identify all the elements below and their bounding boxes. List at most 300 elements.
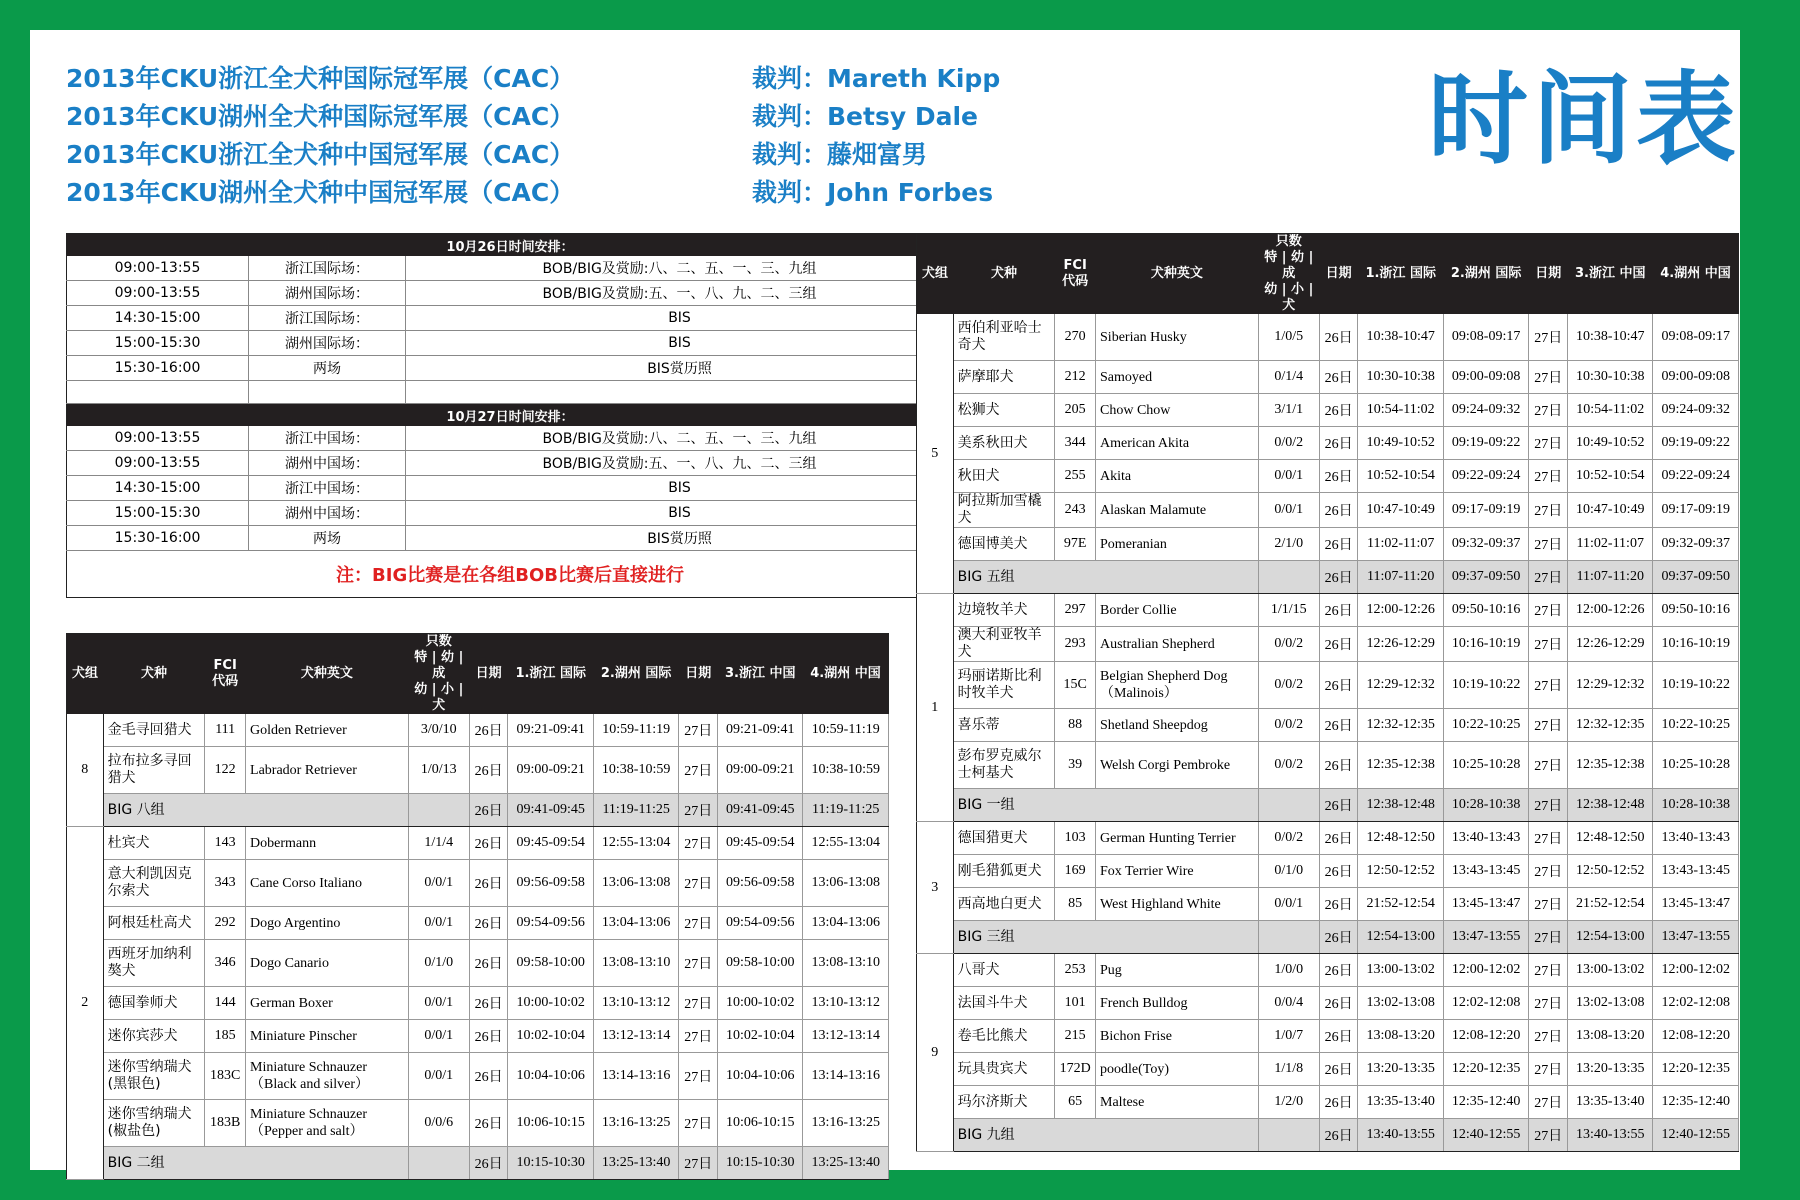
col-group: 犬组: [67, 634, 104, 715]
empty-cell: [67, 381, 249, 404]
date-27: 27日: [679, 1020, 718, 1053]
time-zhejiang-cn: 12:35-12:38: [1568, 742, 1653, 789]
date-27: 27日: [1529, 394, 1568, 427]
col-english: 犬种英文: [1096, 234, 1259, 315]
date-26: 26日: [1319, 987, 1358, 1020]
breed-en: Border Collie: [1096, 594, 1259, 627]
group-number: 5: [917, 314, 954, 594]
date-26: 26日: [1319, 789, 1358, 822]
schedule-time: 14:30-15:00: [67, 306, 249, 331]
time-huzhou-intl: 13:14-13:16: [593, 1053, 678, 1100]
group-number: 8: [67, 714, 104, 827]
date-26: 26日: [1319, 361, 1358, 394]
entry-count: 0/0/6: [408, 1100, 469, 1147]
time-zhejiang-cn: 11:07-11:20: [1568, 561, 1653, 594]
breed-cn: 边境牧羊犬: [953, 594, 1055, 627]
breed-en: poodle(Toy): [1096, 1053, 1259, 1086]
breed-en: Labrador Retriever: [246, 747, 409, 794]
time-huzhou-cn: 10:25-10:28: [1653, 742, 1739, 789]
date-26: 26日: [1319, 921, 1358, 954]
time-zhejiang-cn: 10:47-10:49: [1568, 493, 1653, 528]
entry-count: 1/1/8: [1258, 1053, 1319, 1086]
fci-code: 293: [1055, 627, 1096, 662]
breed-cn: 松狮犬: [953, 394, 1055, 427]
breed-cn: 秋田犬: [953, 460, 1055, 493]
time-zhejiang-intl: 10:38-10:47: [1358, 314, 1443, 361]
time-huzhou-cn: 09:32-09:37: [1653, 528, 1739, 561]
col-fci-line2: 代码: [212, 674, 239, 689]
schedule-event: BIS: [406, 501, 954, 526]
date-27: 27日: [679, 747, 718, 794]
entry-count: 0/1/0: [1258, 855, 1319, 888]
time-huzhou-cn: 12:55-13:04: [803, 827, 889, 860]
table-row: [917, 314, 1739, 361]
date-27: 27日: [1529, 662, 1568, 709]
col-fci: [205, 634, 246, 715]
entry-count: 0/0/2: [1258, 427, 1319, 460]
schedule-row: [67, 281, 954, 306]
schedule-time: 09:00-13:55: [67, 256, 249, 281]
time-huzhou-cn: 12:35-12:40: [1653, 1086, 1739, 1119]
entry-count: 1/0/7: [1258, 1020, 1319, 1053]
fci-code: 205: [1055, 394, 1096, 427]
col-breed: 犬种: [953, 234, 1055, 315]
time-huzhou-intl: 13:06-13:08: [593, 860, 678, 907]
time-zhejiang-intl: 13:35-13:40: [1358, 1086, 1443, 1119]
time-huzhou-intl: 13:25-13:40: [593, 1147, 678, 1180]
date-27: 27日: [1529, 987, 1568, 1020]
time-zhejiang-cn: 10:30-10:38: [1568, 361, 1653, 394]
date-26: 26日: [469, 940, 508, 987]
date-27: 27日: [679, 827, 718, 860]
time-zhejiang-intl: 12:50-12:52: [1358, 855, 1443, 888]
time-zhejiang-cn: 09:21-09:41: [718, 714, 803, 747]
breed-en: Pug: [1096, 954, 1259, 987]
date-26: 26日: [1319, 855, 1358, 888]
daily-schedule-table: [66, 233, 954, 598]
big-label: BIG 一组: [953, 789, 1258, 822]
time-zhejiang-intl: 10:15-10:30: [508, 1147, 593, 1180]
date-27: 27日: [1529, 594, 1568, 627]
time-huzhou-intl: 12:02-12:08: [1443, 987, 1528, 1020]
time-huzhou-cn: 13:12-13:14: [803, 1020, 889, 1053]
fci-code: 253: [1055, 954, 1096, 987]
fci-code: 343: [205, 860, 246, 907]
entry-count: 3/1/1: [1258, 394, 1319, 427]
time-zhejiang-intl: 13:00-13:02: [1358, 954, 1443, 987]
time-huzhou-cn: 09:24-09:32: [1653, 394, 1739, 427]
date-26: 26日: [1319, 493, 1358, 528]
entry-count: 0/0/2: [1258, 627, 1319, 662]
time-zhejiang-intl: 10:00-10:02: [508, 987, 593, 1020]
date-27: 27日: [1529, 855, 1568, 888]
table-row: [67, 1100, 889, 1147]
entry-count: 0/0/1: [1258, 493, 1319, 528]
fci-code: 111: [205, 714, 246, 747]
breed-cn: 迷你雪纳瑞犬(椒盐色): [103, 1100, 205, 1147]
empty-cell: [1258, 921, 1319, 954]
col-count: [408, 634, 469, 715]
schedule-event: BOB/BIG及赏励:八、二、五、一、三、九组: [406, 256, 954, 281]
schedule-row: [67, 501, 954, 526]
fci-code: 172D: [1055, 1053, 1096, 1086]
schedule-time: 09:00-13:55: [67, 281, 249, 306]
time-huzhou-cn: 13:25-13:40: [803, 1147, 889, 1180]
schedule-time: 09:00-13:55: [67, 451, 249, 476]
col-english: 犬种英文: [246, 634, 409, 715]
date-27: 27日: [679, 1053, 718, 1100]
entry-count: 0/0/4: [1258, 987, 1319, 1020]
date-26: 26日: [469, 1100, 508, 1147]
breed-en: Welsh Corgi Pembroke: [1096, 742, 1259, 789]
time-zhejiang-cn: 13:35-13:40: [1568, 1086, 1653, 1119]
entry-count: 0/0/2: [1258, 742, 1319, 789]
breed-en: Golden Retriever: [246, 714, 409, 747]
fci-code: 297: [1055, 594, 1096, 627]
empty-cell: [249, 381, 406, 404]
time-zhejiang-intl: 11:07-11:20: [1358, 561, 1443, 594]
table-row: [917, 855, 1739, 888]
table-header-row: [917, 234, 1739, 315]
breed-cn: 西班牙加纳利獒犬: [103, 940, 205, 987]
schedule-spacer: [67, 381, 954, 404]
date-26: 26日: [469, 907, 508, 940]
fci-code: 292: [205, 907, 246, 940]
col-count-line3: 幼 | 小 | 犬: [1264, 282, 1314, 313]
time-zhejiang-cn: 13:20-13:35: [1568, 1053, 1653, 1086]
time-huzhou-intl: 10:16-10:19: [1443, 627, 1528, 662]
table-row: [67, 714, 889, 747]
time-huzhou-cn: 13:45-13:47: [1653, 888, 1739, 921]
time-huzhou-intl: 13:43-13:45: [1443, 855, 1528, 888]
schedule-event: BOB/BIG及赏励:五、一、八、九、二、三组: [406, 281, 954, 306]
date-26: 26日: [1319, 742, 1358, 789]
date-26: 26日: [469, 1147, 508, 1180]
time-huzhou-cn: 13:47-13:55: [1653, 921, 1739, 954]
time-zhejiang-cn: 09:45-09:54: [718, 827, 803, 860]
empty-cell: [408, 794, 469, 827]
breed-cn: 德国博美犬: [953, 528, 1055, 561]
time-zhejiang-cn: 21:52-12:54: [1568, 888, 1653, 921]
time-zhejiang-cn: 13:02-13:08: [1568, 987, 1653, 1020]
col-huzhou-cn: 4.湖州 中国: [803, 634, 889, 715]
breed-cn: 杜宾犬: [103, 827, 205, 860]
time-zhejiang-intl: 09:56-09:58: [508, 860, 593, 907]
entry-count: 0/0/1: [1258, 888, 1319, 921]
show-title-2: 2013年CKU湖州全犬种国际冠军展（CAC）: [66, 102, 575, 131]
date-26: 26日: [469, 860, 508, 907]
schedule-event: BIS: [406, 331, 954, 356]
time-huzhou-intl: 13:10-13:12: [593, 987, 678, 1020]
date-27: 27日: [679, 907, 718, 940]
date-26: 26日: [469, 1020, 508, 1053]
time-zhejiang-cn: 12:00-12:26: [1568, 594, 1653, 627]
time-huzhou-cn: 12:00-12:02: [1653, 954, 1739, 987]
breed-en: Alaskan Malamute: [1096, 493, 1259, 528]
breed-en: Akita: [1096, 460, 1259, 493]
time-huzhou-cn: 12:20-12:35: [1653, 1053, 1739, 1086]
breed-en: Fox Terrier Wire: [1096, 855, 1259, 888]
col-zhejiang-intl: 1.浙江 国际: [508, 634, 593, 715]
table-row: [67, 827, 889, 860]
time-huzhou-intl: 13:47-13:55: [1443, 921, 1528, 954]
time-huzhou-intl: 09:32-09:37: [1443, 528, 1528, 561]
empty-cell: [406, 381, 954, 404]
col-date2: 日期: [1529, 234, 1568, 315]
entry-count: 0/0/2: [1258, 822, 1319, 855]
table-row: [917, 528, 1739, 561]
time-huzhou-cn: 13:06-13:08: [803, 860, 889, 907]
schedule-venue: 湖州国际场：: [249, 331, 406, 356]
time-huzhou-intl: 13:08-13:10: [593, 940, 678, 987]
entry-count: 0/0/2: [1258, 662, 1319, 709]
time-zhejiang-cn: 12:38-12:48: [1568, 789, 1653, 822]
fci-code: 88: [1055, 709, 1096, 742]
time-zhejiang-cn: 12:50-12:52: [1568, 855, 1653, 888]
time-huzhou-intl: 10:25-10:28: [1443, 742, 1528, 789]
time-zhejiang-cn: 10:02-10:04: [718, 1020, 803, 1053]
date-27: 27日: [1529, 314, 1568, 361]
time-zhejiang-intl: 10:06-10:15: [508, 1100, 593, 1147]
date-26: 26日: [1319, 314, 1358, 361]
col-count-line1: 只数: [425, 634, 452, 649]
breed-cn: 迷你宾莎犬: [103, 1020, 205, 1053]
time-zhejiang-cn: 10:52-10:54: [1568, 460, 1653, 493]
time-zhejiang-cn: 13:00-13:02: [1568, 954, 1653, 987]
schedule-time: 09:00-13:55: [67, 426, 249, 451]
time-huzhou-intl: 12:40-12:55: [1443, 1119, 1528, 1152]
time-huzhou-intl: 09:22-09:24: [1443, 460, 1528, 493]
breed-en: Pomeranian: [1096, 528, 1259, 561]
date-26: 26日: [1319, 1119, 1358, 1152]
col-date2: 日期: [679, 634, 718, 715]
time-zhejiang-intl: 21:52-12:54: [1358, 888, 1443, 921]
time-zhejiang-intl: 11:02-11:07: [1358, 528, 1443, 561]
schedule-note: 注：BIG比赛是在各组BOB比赛后直接进行: [336, 565, 684, 586]
date-26: 26日: [1319, 1053, 1358, 1086]
breed-en: Miniature Schnauzer（Black and silver）: [246, 1053, 409, 1100]
date-27: 27日: [679, 1147, 718, 1180]
schedule-event: BIS赏历照: [406, 526, 954, 551]
big-row: [917, 789, 1739, 822]
date-26: 26日: [1319, 528, 1358, 561]
time-huzhou-cn: 13:16-13:25: [803, 1100, 889, 1147]
col-count-line2: 特 | 幼 | 成: [414, 650, 464, 681]
fci-code: 346: [205, 940, 246, 987]
time-zhejiang-intl: 12:35-12:38: [1358, 742, 1443, 789]
date-26: 26日: [1319, 460, 1358, 493]
col-fci-line1: FCI: [213, 658, 237, 673]
time-zhejiang-intl: 12:48-12:50: [1358, 822, 1443, 855]
breed-en: Dobermann: [246, 827, 409, 860]
breed-table-right: [916, 233, 1739, 1152]
schedule-venue: 浙江国际场：: [249, 256, 406, 281]
breed-en: Dogo Canario: [246, 940, 409, 987]
breed-cn: 玛丽诺斯比利时牧羊犬: [953, 662, 1055, 709]
big-row: [917, 561, 1739, 594]
time-zhejiang-cn: 13:40-13:55: [1568, 1119, 1653, 1152]
schedule-note-row: [67, 551, 954, 598]
time-zhejiang-intl: 10:54-11:02: [1358, 394, 1443, 427]
table-row: [917, 662, 1739, 709]
time-huzhou-cn: 13:10-13:12: [803, 987, 889, 1020]
schedule-venue: 浙江国际场：: [249, 306, 406, 331]
entry-count: 3/0/10: [408, 714, 469, 747]
breed-en: Bichon Frise: [1096, 1020, 1259, 1053]
big-label: BIG 三组: [953, 921, 1258, 954]
time-huzhou-intl: 09:50-10:16: [1443, 594, 1528, 627]
date-26: 26日: [469, 1053, 508, 1100]
time-zhejiang-intl: 10:49-10:52: [1358, 427, 1443, 460]
breed-cn: 迷你雪纳瑞犬(黑银色): [103, 1053, 205, 1100]
table-row: [917, 1053, 1739, 1086]
col-count-line2: 特 | 幼 | 成: [1264, 250, 1314, 281]
big-row: [917, 921, 1739, 954]
breed-cn: 玛尔济斯犬: [953, 1086, 1055, 1119]
date-27: 27日: [1529, 888, 1568, 921]
fci-code: 243: [1055, 493, 1096, 528]
breed-cn: 八哥犬: [953, 954, 1055, 987]
col-fci-line2: 代码: [1062, 274, 1089, 289]
date-26: 26日: [1319, 888, 1358, 921]
breed-cn: 萨摩耶犬: [953, 361, 1055, 394]
time-huzhou-intl: 09:17-09:19: [1443, 493, 1528, 528]
table-row: [917, 460, 1739, 493]
schedule-row: [67, 451, 954, 476]
time-huzhou-cn: 10:59-11:19: [803, 714, 889, 747]
big-label: BIG 五组: [953, 561, 1258, 594]
breed-en: Maltese: [1096, 1086, 1259, 1119]
page-title: 时间表: [1428, 61, 1740, 178]
time-huzhou-cn: 13:04-13:06: [803, 907, 889, 940]
time-huzhou-intl: 10:28-10:38: [1443, 789, 1528, 822]
table-row: [917, 627, 1739, 662]
time-zhejiang-cn: 12:29-12:32: [1568, 662, 1653, 709]
fci-code: 15C: [1055, 662, 1096, 709]
show-title-3: 2013年CKU浙江全犬种中国冠军展（CAC）: [66, 140, 575, 169]
schedule-time: 14:30-15:00: [67, 476, 249, 501]
time-huzhou-cn: 12:02-12:08: [1653, 987, 1739, 1020]
time-zhejiang-cn: 09:58-10:00: [718, 940, 803, 987]
date-27: 27日: [679, 794, 718, 827]
date-27: 27日: [1529, 1086, 1568, 1119]
fci-code: 169: [1055, 855, 1096, 888]
time-zhejiang-cn: 13:08-13:20: [1568, 1020, 1653, 1053]
time-zhejiang-cn: 12:54-13:00: [1568, 921, 1653, 954]
time-zhejiang-cn: 09:41-09:45: [718, 794, 803, 827]
date-26: 26日: [469, 987, 508, 1020]
time-zhejiang-cn: 10:38-10:47: [1568, 314, 1653, 361]
time-zhejiang-cn: 12:26-12:29: [1568, 627, 1653, 662]
table-row: [917, 594, 1739, 627]
breed-cn: 喜乐蒂: [953, 709, 1055, 742]
time-huzhou-intl: 13:45-13:47: [1443, 888, 1528, 921]
date-27: 27日: [679, 1100, 718, 1147]
time-zhejiang-intl: 12:32-12:35: [1358, 709, 1443, 742]
breed-en: Samoyed: [1096, 361, 1259, 394]
breed-cn: 刚毛猎狐更犬: [953, 855, 1055, 888]
table-header-row: [67, 634, 889, 715]
date-27: 27日: [679, 860, 718, 907]
empty-cell: [1258, 789, 1319, 822]
time-huzhou-intl: 13:04-13:06: [593, 907, 678, 940]
breed-cn: 西伯利亚哈士奇犬: [953, 314, 1055, 361]
time-zhejiang-intl: 13:40-13:55: [1358, 1119, 1443, 1152]
date-26: 26日: [469, 714, 508, 747]
schedule-day-title: 10月27日时间安排：: [67, 404, 954, 427]
date-27: 27日: [679, 714, 718, 747]
time-zhejiang-intl: 10:30-10:38: [1358, 361, 1443, 394]
time-zhejiang-intl: 10:47-10:49: [1358, 493, 1443, 528]
time-zhejiang-intl: 09:54-09:56: [508, 907, 593, 940]
table-row: [917, 427, 1739, 460]
breed-cn: 美系秋田犬: [953, 427, 1055, 460]
col-huzhou-cn: 4.湖州 中国: [1653, 234, 1739, 315]
table-row: [917, 361, 1739, 394]
time-zhejiang-intl: 12:00-12:26: [1358, 594, 1443, 627]
col-huzhou-intl: 2.湖州 国际: [593, 634, 678, 715]
col-breed: 犬种: [103, 634, 205, 715]
entry-count: 0/1/4: [1258, 361, 1319, 394]
breed-cn: 金毛寻回猎犬: [103, 714, 205, 747]
fci-code: 97E: [1055, 528, 1096, 561]
time-zhejiang-cn: 10:15-10:30: [718, 1147, 803, 1180]
date-27: 27日: [1529, 493, 1568, 528]
time-zhejiang-cn: 12:32-12:35: [1568, 709, 1653, 742]
time-zhejiang-cn: 09:56-09:58: [718, 860, 803, 907]
time-zhejiang-cn: 10:06-10:15: [718, 1100, 803, 1147]
table-row: [67, 907, 889, 940]
entry-count: 0/0/1: [408, 1020, 469, 1053]
time-zhejiang-intl: 13:02-13:08: [1358, 987, 1443, 1020]
date-27: 27日: [1529, 822, 1568, 855]
show-title-4: 2013年CKU湖州全犬种中国冠军展（CAC）: [66, 178, 575, 207]
entry-count: 0/0/2: [1258, 709, 1319, 742]
schedule-venue: 两场: [249, 526, 406, 551]
breed-cn: 德国拳师犬: [103, 987, 205, 1020]
table-row: [917, 709, 1739, 742]
col-date1: 日期: [469, 634, 508, 715]
col-zhejiang-cn: 3.浙江 中国: [718, 634, 803, 715]
breed-en: Miniature Schnauzer（Pepper and salt）: [246, 1100, 409, 1147]
date-27: 27日: [1529, 1053, 1568, 1086]
breed-cn: 意大利凯因克尔索犬: [103, 860, 205, 907]
schedule-row: [67, 331, 954, 356]
col-zhejiang-intl: 1.浙江 国际: [1358, 234, 1443, 315]
table-row: [917, 742, 1739, 789]
entry-count: 0/1/0: [408, 940, 469, 987]
time-huzhou-intl: 10:59-11:19: [593, 714, 678, 747]
breed-en: American Akita: [1096, 427, 1259, 460]
table-row: [917, 1020, 1739, 1053]
entry-count: 1/1/15: [1258, 594, 1319, 627]
table-row: [917, 954, 1739, 987]
breed-cn: 玩具贵宾犬: [953, 1053, 1055, 1086]
entry-count: 1/0/13: [408, 747, 469, 794]
time-huzhou-cn: 13:40-13:43: [1653, 822, 1739, 855]
fci-code: 101: [1055, 987, 1096, 1020]
breed-en: Cane Corso Italiano: [246, 860, 409, 907]
fci-code: 215: [1055, 1020, 1096, 1053]
schedule-event: BOB/BIG及赏励:八、二、五、一、三、九组: [406, 426, 954, 451]
breed-cn: 彭布罗克威尔士柯基犬: [953, 742, 1055, 789]
schedule-venue: 两场: [249, 356, 406, 381]
table-row: [67, 987, 889, 1020]
time-huzhou-cn: 12:40-12:55: [1653, 1119, 1739, 1152]
schedule-day-header: [67, 404, 954, 427]
breed-table-left: [66, 633, 889, 1180]
judge-1: 裁判：Mareth Kipp: [752, 64, 1001, 93]
